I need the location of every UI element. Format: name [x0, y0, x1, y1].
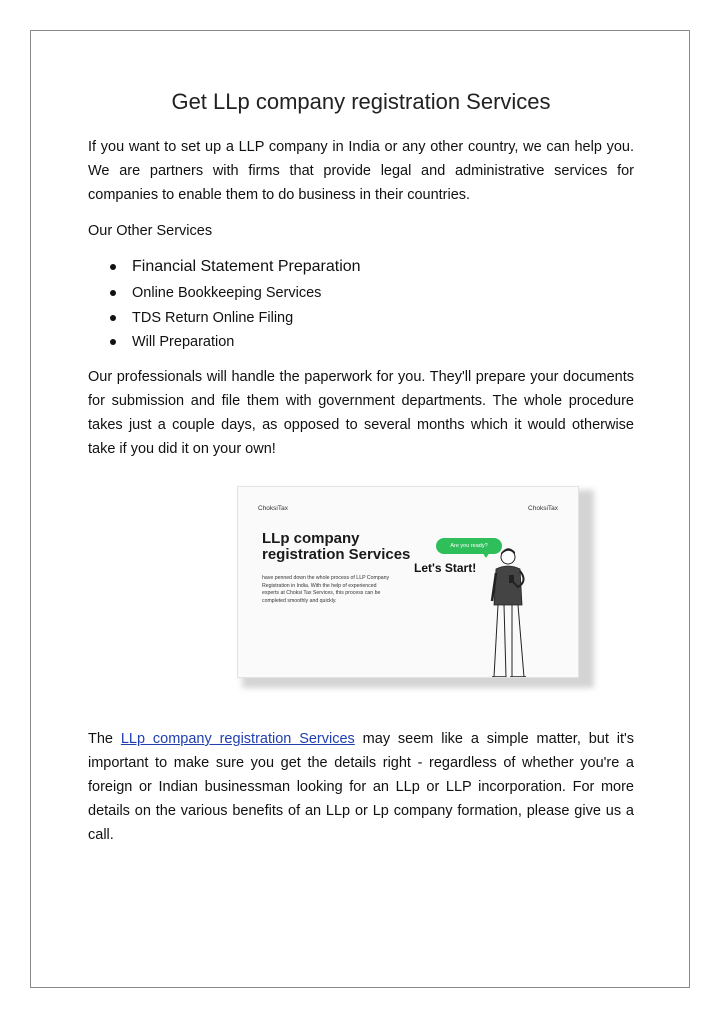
- services-list: [88, 253, 634, 355]
- document-page: [30, 30, 690, 988]
- speech-bubble: Are you ready?: [436, 538, 502, 554]
- professionals-paragraph: Our professionals will handle the paperwork for you. They'll prepare your documents for submission and file them with government departments. The whole procedure takes just a couple days, as opposed to several months which it would otherwise take if you did it on your own!: [88, 369, 634, 457]
- page-title: Get LLp company registration Services: [171, 89, 551, 114]
- person-illustration-icon: [482, 545, 532, 678]
- bullet-icon: [110, 315, 116, 321]
- list-item: [88, 281, 634, 306]
- list-item: [88, 306, 634, 331]
- banner-title: [262, 531, 422, 563]
- service-label: Will Preparation: [132, 334, 235, 350]
- services-heading: Our Other Services: [88, 223, 213, 239]
- banner-cta: Let's Start!: [414, 561, 477, 575]
- service-label: TDS Return Online Filing: [132, 309, 294, 326]
- bullet-icon: [110, 290, 116, 296]
- closing-text-before: The: [88, 731, 121, 747]
- closing-text-after: may seem like a simple matter, but it's important to make sure you get the details right - regardless of whether you're a foreign or Indian businessman looking for an LLp or LLP incorporation. For more details on the various benefits of an LLp or Lp company formation, please give us a call.: [88, 731, 635, 843]
- bullet-icon: [110, 339, 116, 345]
- banner-title-line2: registration Services: [262, 546, 411, 563]
- intro-paragraph: If you want to set up a LLP company in India or any other country, we can help you. We are partners with firms that provide legal and administrative services for companies to enable them to do business in their countries.: [88, 139, 634, 203]
- banner-description: have penned down the whole process of LLP Company Registration in India. With the help of experienced experts at Choksi Tax Services, this process can be completed smoothly and quickly.: [262, 575, 390, 604]
- llp-registration-link[interactable]: LLp company registration Services: [120, 731, 355, 747]
- banner-brand-right: ChoksiTax: [528, 505, 558, 512]
- service-label: Online Bookkeeping Services: [132, 285, 322, 301]
- list-item: [88, 330, 634, 355]
- banner-title-line1: LLp company: [262, 530, 360, 547]
- banner-image: [237, 486, 579, 678]
- bullet-icon: [110, 264, 116, 270]
- service-label: Financial Statement Preparation: [132, 258, 361, 275]
- list-item: [88, 253, 634, 281]
- closing-paragraph: [88, 727, 634, 847]
- banner-brand-left: ChoksiTax: [258, 505, 288, 512]
